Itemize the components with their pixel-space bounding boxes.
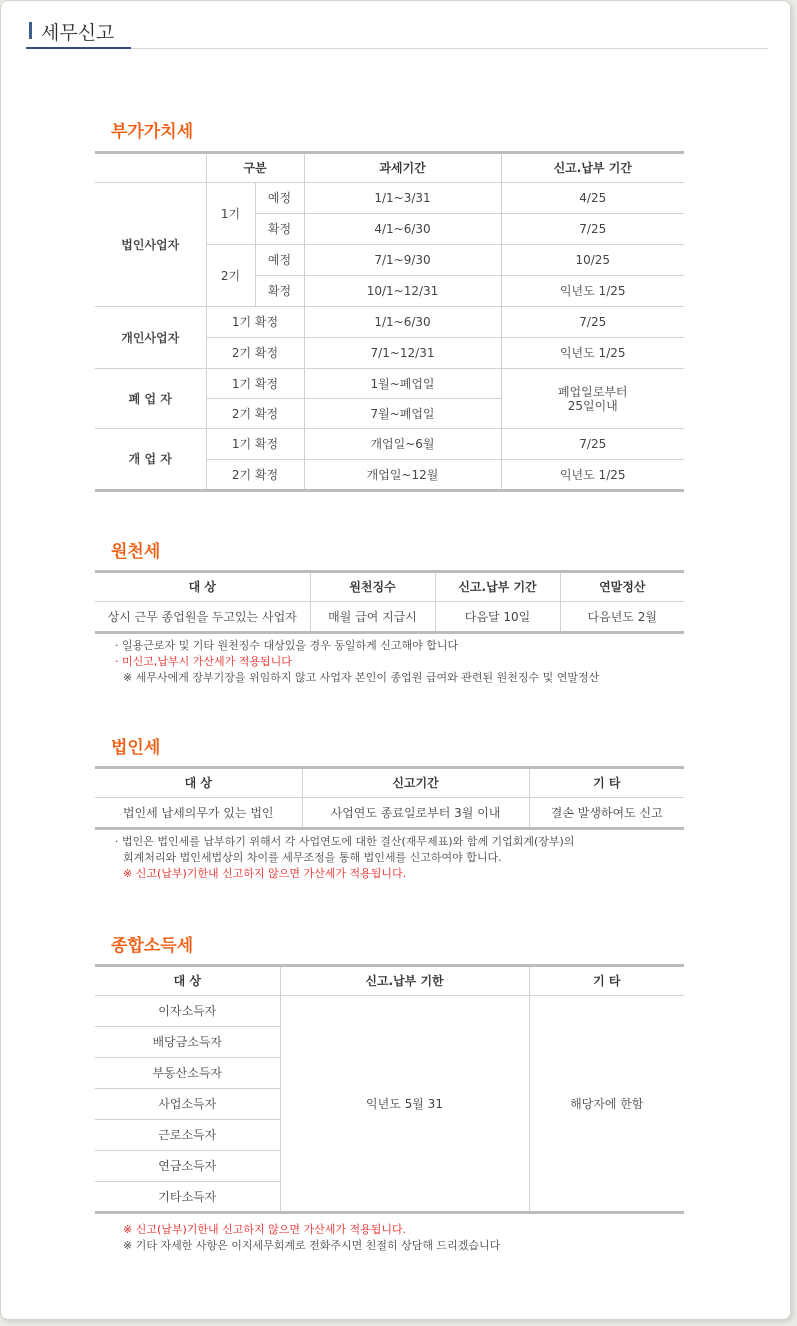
withholding-table (95, 570, 684, 634)
corp-tax-header-other: 기 타 (529, 768, 684, 798)
closure-period-2: 2기 확정 (206, 399, 304, 429)
closure-label: 폐 업 자 (95, 369, 206, 429)
wh-yearend: 다음년도 2월 (560, 602, 684, 633)
indiv-range-2: 7/1~12/31 (304, 338, 501, 369)
corp-final-2: 확정 (255, 276, 304, 307)
corp-period-1: 1기 (206, 183, 255, 245)
vat-table (95, 151, 684, 492)
corp-tax-note-3: ※ 신고(납부)기한내 신고하지 않으면 가산세가 적용됩니다. (123, 867, 407, 880)
page-header (26, 15, 768, 49)
opening-period-2: 2기 확정 (206, 460, 304, 491)
wh-note-1: · 일용근로자 및 기타 원천징수 대상있을 경우 동일하게 신고해야 합니다 (115, 639, 459, 652)
corporate-table (95, 766, 684, 830)
income-note-2: ※ 기타 자세한 사항은 이지세무회계로 전화주시면 친절히 상담해 드리겠습니다 (123, 1239, 501, 1252)
opening-range-2: 개업일~12월 (304, 460, 501, 491)
corp-tax-header-target: 대 상 (95, 768, 302, 798)
vat-header-blank (95, 153, 206, 183)
corp-range-4: 10/1~12/31 (304, 276, 501, 307)
corp-tax-target: 법인세 납세의무가 있는 법인 (95, 798, 302, 829)
wh-due: 다음달 10일 (435, 602, 560, 633)
corp-label: 법인사업자 (95, 183, 206, 307)
income-note-1: ※ 신고(납부)기한내 신고하지 않으면 가산세가 적용됩니다. (123, 1223, 407, 1236)
corp-due-1: 4/25 (501, 183, 684, 214)
income-notes (123, 1222, 500, 1254)
wh-header-due: 신고.납부 기간 (435, 572, 560, 602)
title-underline (26, 47, 131, 49)
income-deadline: 익년도 5월 31 (280, 996, 529, 1213)
corp-due-4: 익년도 1/25 (501, 276, 684, 307)
closure-due (501, 369, 684, 429)
income-target-labor: 근로소득자 (95, 1120, 280, 1151)
page-title: 세무신고 (41, 22, 115, 44)
vat-header-period: 과세기간 (304, 153, 501, 183)
opening-label: 개 업 자 (95, 429, 206, 491)
closure-due-line1: 폐업일로부터 (557, 384, 628, 399)
income-header-other: 기 타 (529, 966, 684, 996)
income-other: 해당자에 한함 (529, 996, 684, 1213)
wh-header-yearend: 연말정산 (560, 572, 684, 602)
corp-prelim-2: 예정 (255, 245, 304, 276)
corp-tax-note-2: 회계처리와 법인세법상의 차이를 세무조정을 통해 법인세를 신고하여야 합니다. (123, 851, 502, 864)
closure-range-2: 7월~폐업일 (304, 399, 501, 429)
indiv-due-2: 익년도 1/25 (501, 338, 684, 369)
vat-header-due: 신고.납부 기간 (501, 153, 684, 183)
corp-range-3: 7/1~9/30 (304, 245, 501, 276)
income-target-realestate: 부동산소득자 (95, 1058, 280, 1089)
income-header-deadline: 신고.납부 기한 (280, 966, 529, 996)
corp-due-2: 7/25 (501, 214, 684, 245)
title-marker (29, 22, 32, 39)
wh-header-withhold: 원천징수 (310, 572, 435, 602)
corp-range-2: 4/1~6/30 (304, 214, 501, 245)
opening-due-2: 익년도 1/25 (501, 460, 684, 491)
income-target-interest: 이자소득자 (95, 996, 280, 1027)
indiv-period-1: 1기 확정 (206, 307, 304, 338)
wh-note-3: ※ 세무사에게 장부기장을 위임하지 않고 사업자 본인이 종업원 급여와 관련된 원천징수 및 연말정산 (123, 671, 600, 684)
wh-target: 상시 근무 종업원을 두고있는 사업자 (95, 602, 310, 633)
opening-period-1: 1기 확정 (206, 429, 304, 460)
corp-due-3: 10/25 (501, 245, 684, 276)
indiv-period-2: 2기 확정 (206, 338, 304, 369)
vat-header-category: 구분 (206, 153, 304, 183)
wh-note-2: · 미신고,납부시 가산세가 적용됩니다 (115, 655, 292, 668)
opening-range-1: 개업일~6월 (304, 429, 501, 460)
withholding-title: 원천세 (111, 542, 161, 562)
corp-prelim-1: 예정 (255, 183, 304, 214)
opening-due-1: 7/25 (501, 429, 684, 460)
income-target-dividend: 배당금소득자 (95, 1027, 280, 1058)
wh-header-target: 대 상 (95, 572, 310, 602)
corporate-notes (115, 834, 574, 882)
corp-range-1: 1/1~3/31 (304, 183, 501, 214)
closure-period-1: 1기 확정 (206, 369, 304, 399)
closure-due-line2: 25일이내 (567, 398, 618, 413)
corp-tax-note-1: · 법인은 법인세를 납부하기 위해서 각 사업연도에 대한 결산(재무제표)와 함께 기업회계(장부)의 (115, 835, 575, 848)
indiv-range-1: 1/1~6/30 (304, 307, 501, 338)
income-target-pension: 연금소득자 (95, 1151, 280, 1182)
income-header-target: 대 상 (95, 966, 280, 996)
corp-tax-header-period: 신고기간 (302, 768, 529, 798)
income-target-business: 사업소득자 (95, 1089, 280, 1120)
income-target-other: 기타소득자 (95, 1182, 280, 1213)
corp-final-1: 확정 (255, 214, 304, 245)
indiv-due-1: 7/25 (501, 307, 684, 338)
corporate-title: 법인세 (111, 738, 161, 758)
closure-range-1: 1월~폐업일 (304, 369, 501, 399)
income-title: 종합소득세 (111, 936, 194, 956)
wh-withhold: 매월 급여 지급시 (310, 602, 435, 633)
vat-title: 부가가치세 (111, 122, 194, 142)
corp-tax-period: 사업연도 종료일로부터 3월 이내 (302, 798, 529, 829)
indiv-label: 개인사업자 (95, 307, 206, 369)
corp-tax-other: 결손 발생하여도 신고 (529, 798, 684, 829)
income-table (95, 964, 684, 1214)
withholding-notes (115, 638, 599, 686)
corp-period-2: 2기 (206, 245, 255, 307)
